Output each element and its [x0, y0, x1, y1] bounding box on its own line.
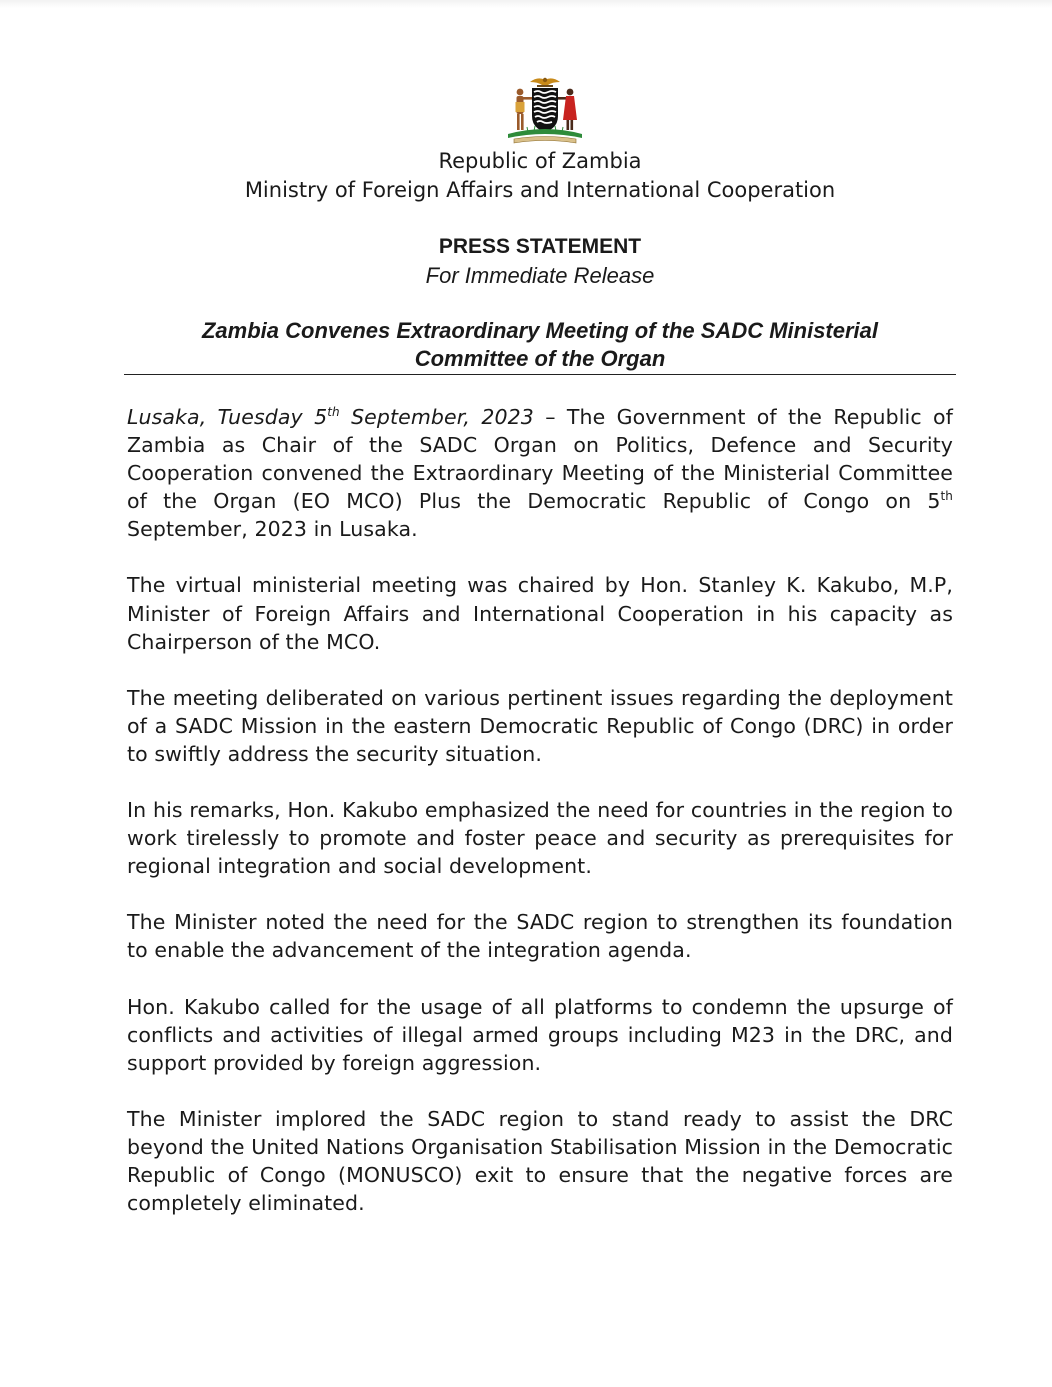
- supporter-left: [516, 89, 533, 130]
- headline: [126, 317, 954, 373]
- eagle-head: [543, 78, 547, 82]
- paragraph-1: Lusaka, Tuesday 5th September, 2023 – The Government of the Republic of Zambia as Chair of the SADC Organ on Politics, Defence and Security Cooperation convened the Extraordinary Meeting of the Ministerial Committee of the Organ (EO MCO) Plus the Democratic Republic of Congo on 5th September, 2023 in Lusaka.: [127, 405, 954, 542]
- headline-line-1: Zambia Convenes Extraordinary Meeting of the SADC Ministerial: [201, 318, 879, 343]
- paragraph-7: The Minister implored the SADC region to stand ready to assist the DRC beyond the United Nations Organisation Stabilisation Mission in the Democratic Republic of Congo (MONUSCO) exit to ensure that the negative forces are completely eliminated.: [127, 1106, 953, 1216]
- motto-scroll: [514, 137, 576, 144]
- scan-edge-shade: [0, 0, 1052, 8]
- headline-line-2: Committee of the Organ: [414, 346, 666, 371]
- paragraph-3: The meeting deliberated on various pertinent issues regarding the deployment of a SADC Mission in the eastern Democratic Republic of Congo (DRC) in order to swiftly address the security situation.: [127, 685, 953, 766]
- press-statement-label: PRESS STATEMENT: [438, 235, 642, 258]
- crossed-tools: [537, 85, 553, 87]
- dateline: Lusaka, Tuesday 5th September, 2023: [127, 405, 534, 429]
- paragraph-6: Hon. Kakubo called for the usage of all platforms to condemn the upsurge of conflicts and activities of illegal armed groups including M23 in the DRC, and support provided by foreign aggression.: [127, 994, 953, 1075]
- republic-title: Republic of Zambia: [438, 149, 642, 173]
- paragraph-4: In his remarks, Hon. Kakubo emphasized the need for countries in the region to work tirelessly to promote and foster peace and security as prerequisites for regional integration and social development.: [127, 798, 953, 879]
- supporter-right: [558, 89, 577, 130]
- headline-rule: [124, 374, 956, 375]
- zambia-coat-of-arms-icon: [500, 72, 590, 148]
- paragraph-2: The virtual ministerial meeting was chaired by Hon. Stanley K. Kakubo, M.P, Minister of Foreign Affairs and International Cooperation in his capacity as Chairperson of the MCO.: [127, 573, 953, 654]
- statement-body: [127, 403, 953, 1245]
- shield: [532, 88, 558, 132]
- ministry-title: Ministry of Foreign Affairs and International Cooperation: [244, 178, 836, 202]
- release-label: For Immediate Release: [425, 263, 655, 288]
- paragraph-5: The Minister noted the need for the SADC region to strengthen its foundation to enable the advancement of the integration agenda.: [127, 910, 953, 963]
